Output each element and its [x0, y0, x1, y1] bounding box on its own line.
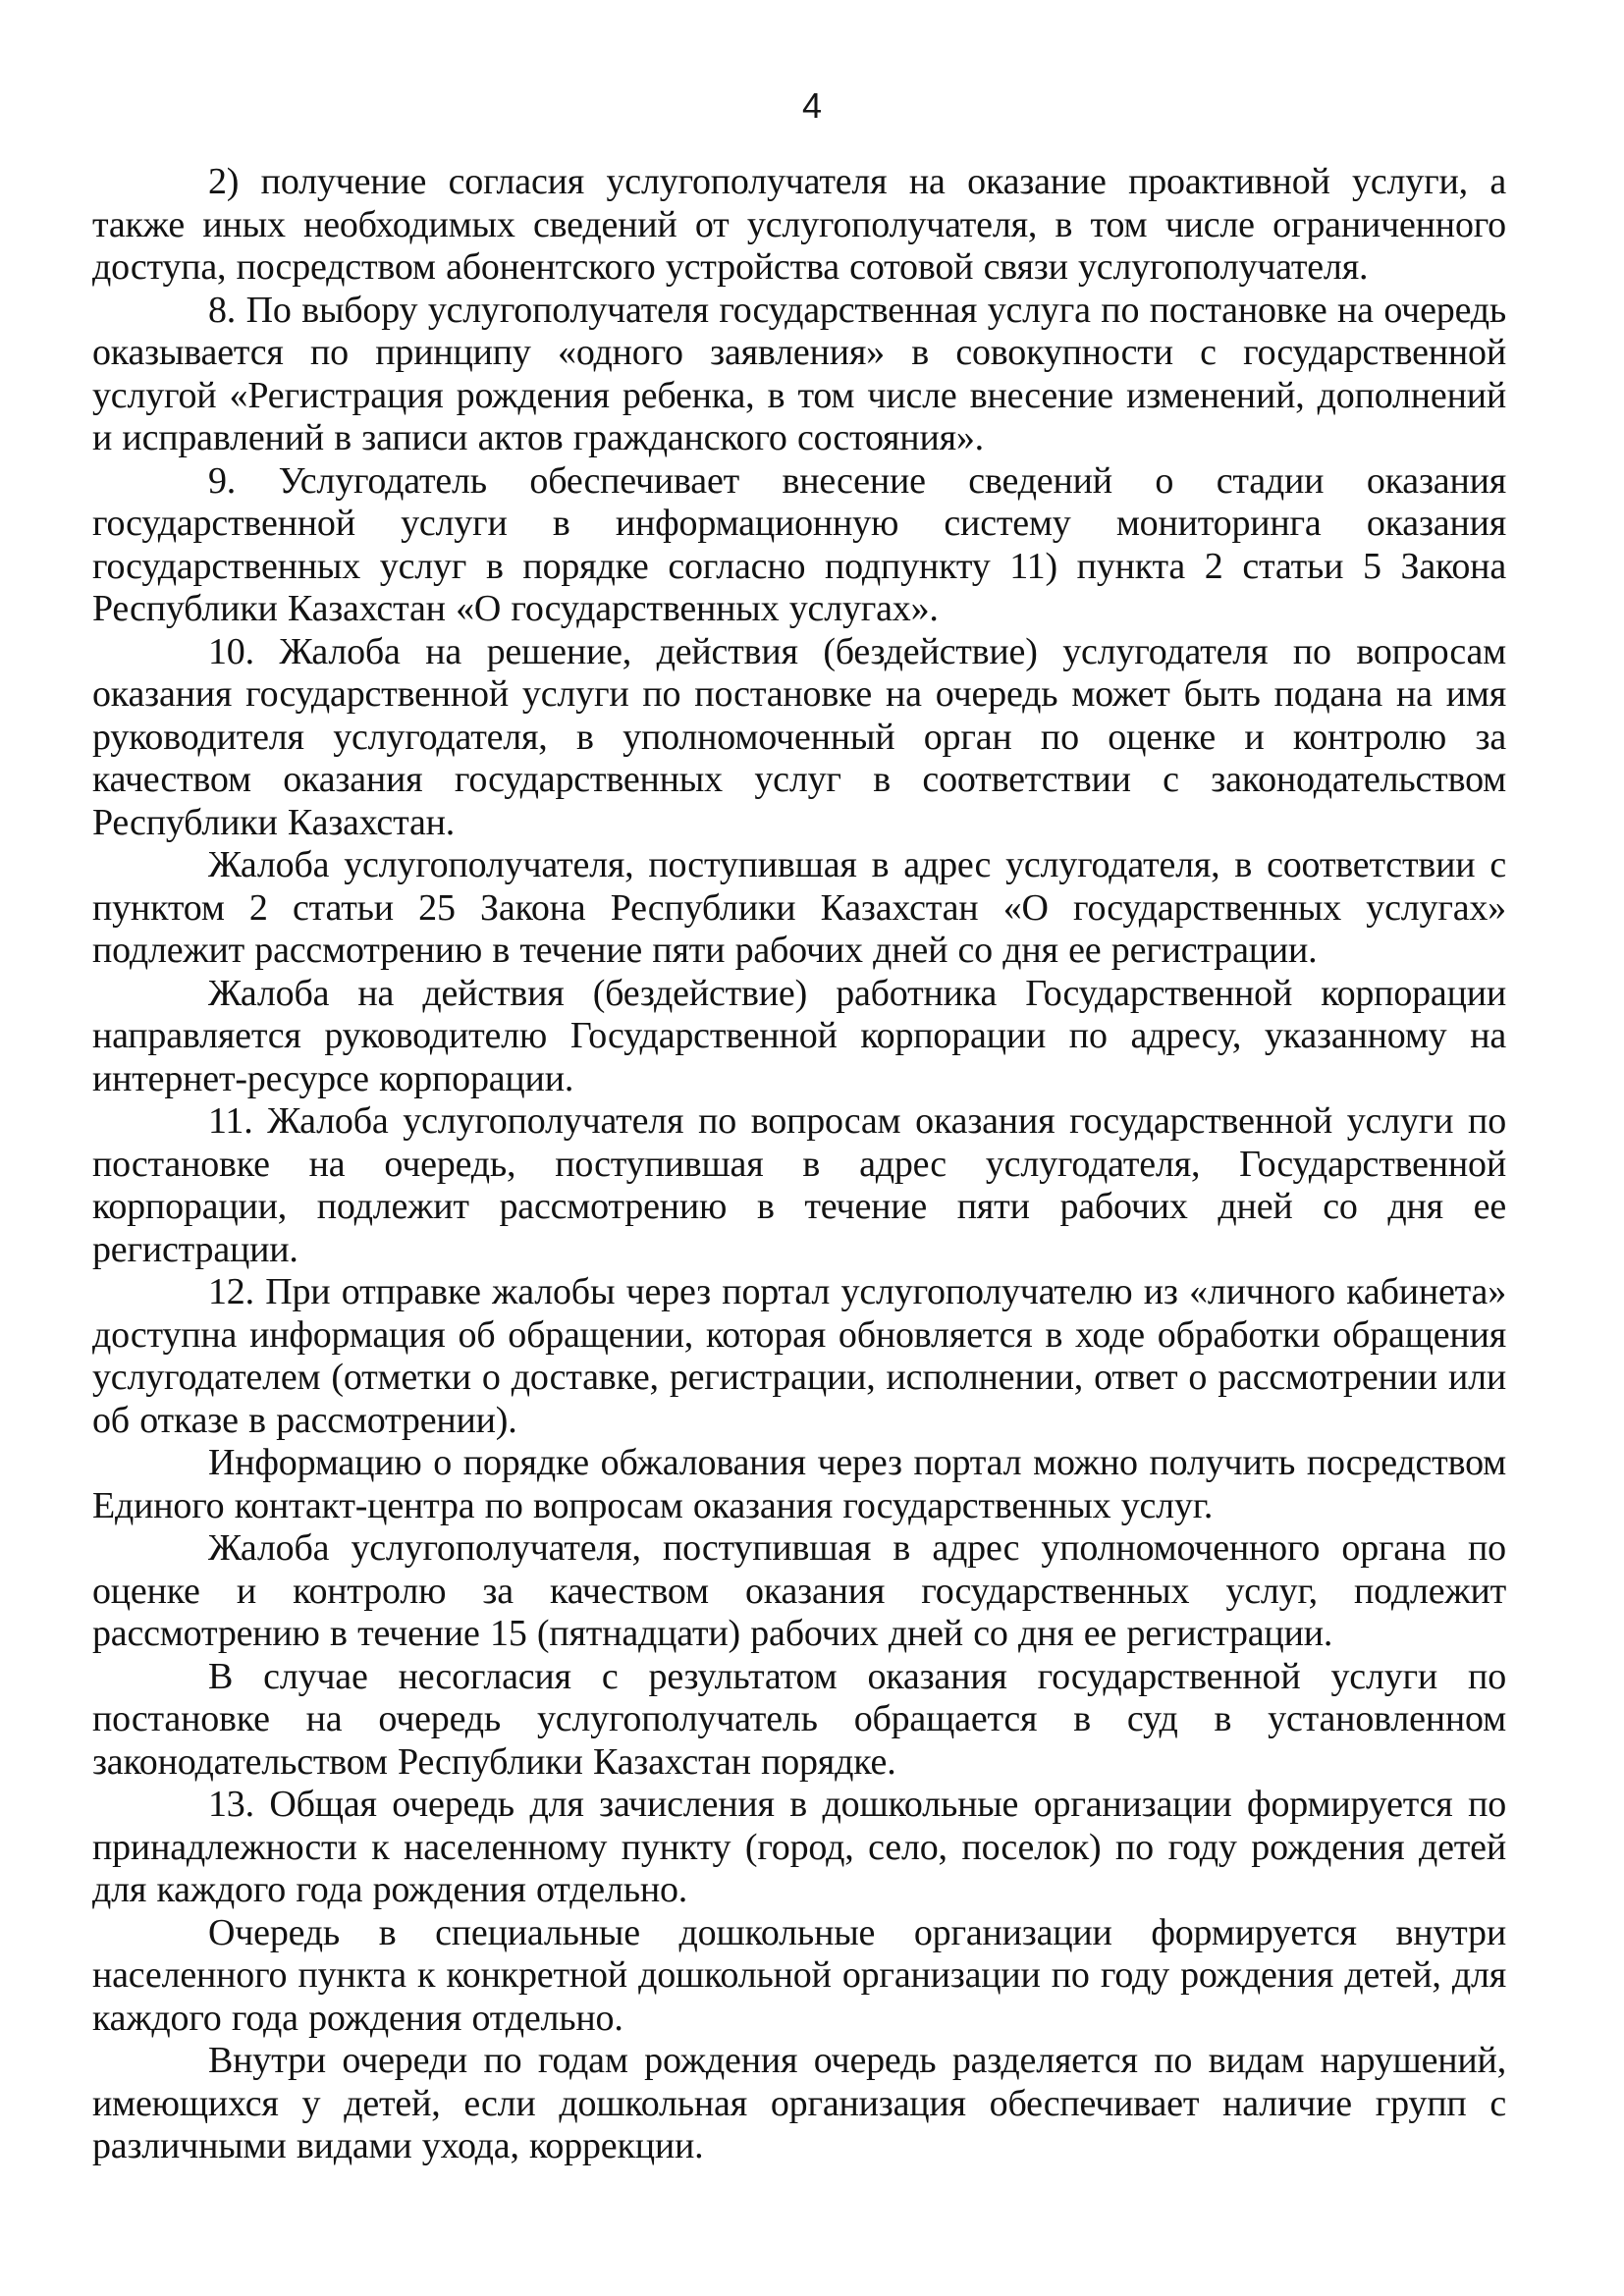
- paragraph: 11. Жалоба услугополучателя по вопросам оказания государственной услуги по постановке на очередь, поступившая в адрес услугодателя, Государственной корпорации, подлежит рассмотрению в течение пяти рабочих дней со дня ее регистрации.: [92, 1100, 1506, 1270]
- paragraph: 2) получение согласия услугополучателя на оказание проактивной услуги, а также иных необходимых сведений от услугополучателя, в том числе ограниченного доступа, посредством абонентского устройства сотовой связи услугополучателя.: [92, 161, 1506, 288]
- document-body: [92, 161, 1506, 2168]
- paragraph: В случае несогласия с результатом оказания государственной услуги по постановке на очередь услугополучатель обращается в суд в установленном законодательством Республики Казахстан порядке.: [92, 1655, 1506, 1783]
- paragraph: Жалоба услугополучателя, поступившая в адрес услугодателя, в соответствии с пунктом 2 статьи 25 Закона Республики Казахстан «О государственных услугах» подлежит рассмотрению в течение пяти рабочих дней со дня ее регистрации.: [92, 844, 1506, 971]
- paragraph: Жалоба услугополучателя, поступившая в адрес уполномоченного органа по оценке и контролю за качеством оказания государственных услуг, подлежит рассмотрению в течение 15 (пятнадцати) рабочих дней со дня ее регистрации.: [92, 1527, 1506, 1654]
- paragraph: Очередь в специальные дошкольные организации формируется внутри населенного пункта к конкретной дошкольной организации по году рождения детей, для каждого года рождения отдельно.: [92, 1911, 1506, 2039]
- paragraph: 8. По выбору услугополучателя государственная услуга по постановке на очередь оказывается по принципу «одного заявления» в совокупности с государственной услугой «Регистрация рождения ребенка, в том числе внесение изменений, дополнений и исправлений в записи актов гражданского состояния».: [92, 289, 1506, 458]
- page-number: 4: [801, 85, 823, 126]
- paragraph: Внутри очереди по годам рождения очередь разделяется по видам нарушений, имеющихся у детей, если дошкольная организация обеспечивает наличие групп с различными видами ухода, коррекции.: [92, 2040, 1506, 2166]
- paragraph: Информацию о порядке обжалования через портал можно получить посредством Единого контакт-центра по вопросам оказания государственных услуг.: [92, 1442, 1506, 1526]
- paragraph: 13. Общая очередь для зачисления в дошкольные организации формируется по принадлежности к населенному пункту (город, село, поселок) по году рождения детей для каждого года рождения отдельно.: [92, 1784, 1506, 1910]
- paragraph: Жалоба на действия (бездействие) работника Государственной корпорации направляется руководителю Государственной корпорации по адресу, указанному на интернет-ресурсе корпорации.: [92, 972, 1506, 1099]
- paragraph: 12. При отправке жалобы через портал услугополучателю из «личного кабинета» доступна информация об обращении, которая обновляется в ходе обработки обращения услугодателем (отметки о доставке, регистрации, исполнении, ответ о рассмотрении или об отказе в рассмотрении).: [92, 1271, 1506, 1441]
- paragraph: 10. Жалоба на решение, действия (бездействие) услугодателя по вопросам оказания государственной услуги по постановке на очередь может быть подана на имя руководителя услугодателя, в уполномоченный орган по оценке и контролю за качеством оказания государственных услуг в соответствии с законодательством Республики Казахстан.: [92, 630, 1506, 843]
- paragraph: 9. Услугодатель обеспечивает внесение сведений о стадии оказания государственной услуги в информационную систему мониторинга оказания государственных услуг в порядке согласно подпункту 11) пункта 2 статьи 5 Закона Республики Казахстан «О государственных услугах».: [92, 459, 1506, 629]
